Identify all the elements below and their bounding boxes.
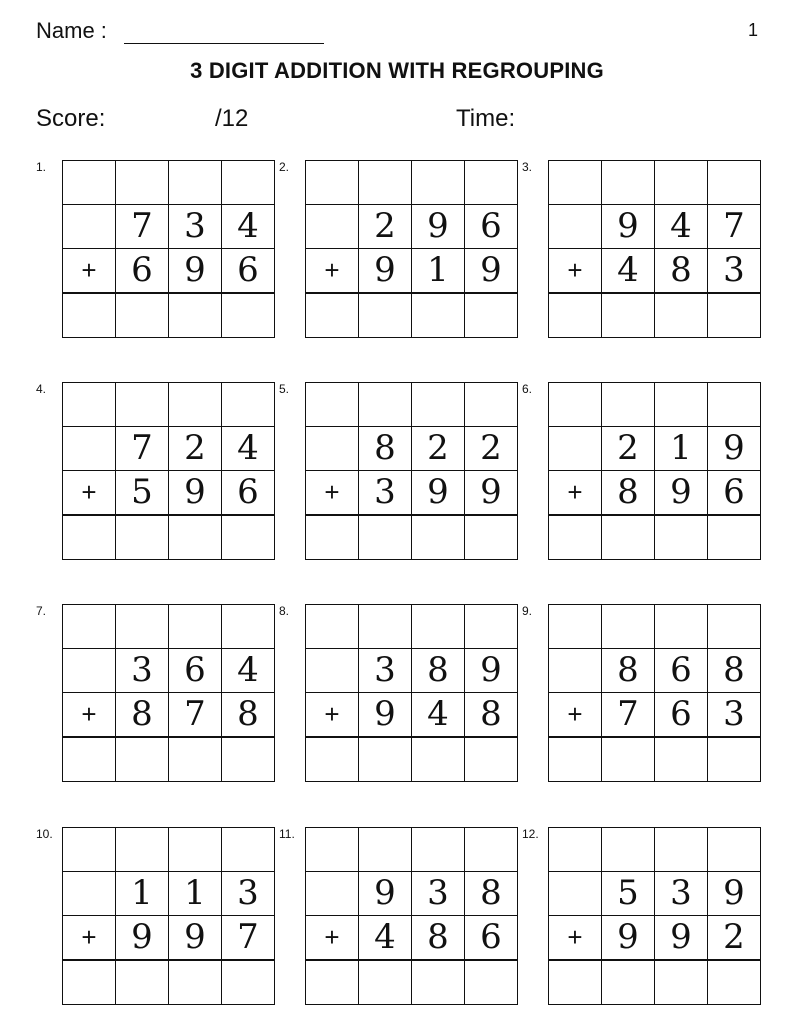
answer-cell[interactable] <box>412 293 465 338</box>
problem-6 <box>522 382 761 560</box>
digit-cell: 8 <box>359 427 412 471</box>
digit-cell: 4 <box>359 916 412 961</box>
digit-cell: 3 <box>708 249 761 294</box>
answer-cell[interactable] <box>116 737 169 782</box>
second-addend-row <box>549 249 761 294</box>
digit-cell: 4 <box>655 205 708 249</box>
digit-cell: 7 <box>708 205 761 249</box>
empty-cell <box>549 427 602 471</box>
carry-cell[interactable] <box>465 605 518 649</box>
carry-cell[interactable] <box>412 383 465 427</box>
digit-cell: 2 <box>359 205 412 249</box>
answer-row <box>63 293 275 338</box>
digit-cell: 3 <box>708 693 761 738</box>
carry-cell[interactable] <box>222 828 275 872</box>
digit-cell: 6 <box>169 649 222 693</box>
carry-cell[interactable] <box>412 161 465 205</box>
answer-cell[interactable] <box>549 737 602 782</box>
answer-row <box>306 515 518 560</box>
carry-cell[interactable] <box>306 383 359 427</box>
page-number: 1 <box>748 20 759 40</box>
answer-cell[interactable] <box>169 960 222 1005</box>
digit-cell: 2 <box>169 427 222 471</box>
carry-cell[interactable] <box>306 828 359 872</box>
plus-sign: + <box>306 471 359 516</box>
digit-cell: 8 <box>602 471 655 516</box>
problem-2 <box>279 160 518 338</box>
digit-cell: 9 <box>602 205 655 249</box>
answer-row <box>63 960 275 1005</box>
empty-cell <box>63 205 116 249</box>
answer-cell[interactable] <box>306 515 359 560</box>
carry-cell[interactable] <box>222 605 275 649</box>
carry-cell[interactable] <box>116 161 169 205</box>
carry-cell[interactable] <box>549 383 602 427</box>
carry-cell[interactable] <box>465 828 518 872</box>
addition-grid <box>548 382 761 560</box>
digit-cell: 9 <box>359 693 412 738</box>
answer-cell[interactable] <box>465 737 518 782</box>
plus-sign: + <box>549 916 602 961</box>
problem-number: 8. <box>279 604 290 618</box>
empty-cell <box>63 649 116 693</box>
second-addend-row <box>63 693 275 738</box>
digit-cell: 9 <box>412 471 465 516</box>
first-addend-row <box>63 205 275 249</box>
problem-number: 11. <box>279 827 295 841</box>
answer-row <box>306 960 518 1005</box>
second-addend-row <box>306 916 518 961</box>
digit-cell: 9 <box>169 471 222 516</box>
digit-cell: 8 <box>222 693 275 738</box>
answer-row <box>63 737 275 782</box>
empty-cell <box>549 872 602 916</box>
plus-sign: + <box>63 471 116 516</box>
digit-cell: 9 <box>412 205 465 249</box>
carry-cell[interactable] <box>655 383 708 427</box>
digit-cell: 6 <box>465 916 518 961</box>
addition-grid <box>62 382 275 560</box>
answer-cell[interactable] <box>465 960 518 1005</box>
answer-cell[interactable] <box>708 515 761 560</box>
answer-cell[interactable] <box>222 515 275 560</box>
score-total: /12 <box>215 105 249 132</box>
answer-row <box>63 515 275 560</box>
first-addend-row <box>306 205 518 249</box>
answer-cell[interactable] <box>359 515 412 560</box>
answer-row <box>549 737 761 782</box>
empty-cell <box>63 427 116 471</box>
problem-5 <box>279 382 518 560</box>
problem-number: 9. <box>522 604 533 618</box>
carry-cell[interactable] <box>116 383 169 427</box>
answer-row <box>549 293 761 338</box>
problem-8 <box>279 604 518 782</box>
digit-cell: 8 <box>708 649 761 693</box>
problem-number: 2. <box>279 160 290 174</box>
first-addend-row <box>549 649 761 693</box>
first-addend-row <box>549 205 761 249</box>
carry-cell[interactable] <box>222 161 275 205</box>
carry-row <box>306 605 518 649</box>
plus-sign: + <box>63 249 116 294</box>
answer-cell[interactable] <box>116 515 169 560</box>
carry-cell[interactable] <box>549 161 602 205</box>
carry-row <box>306 383 518 427</box>
addition-grid <box>305 604 518 782</box>
digit-cell: 3 <box>412 872 465 916</box>
problem-11 <box>279 827 518 1005</box>
answer-cell[interactable] <box>655 960 708 1005</box>
carry-cell[interactable] <box>465 383 518 427</box>
problem-3 <box>522 160 761 338</box>
answer-cell[interactable] <box>169 293 222 338</box>
digit-cell: 7 <box>169 693 222 738</box>
second-addend-row <box>549 916 761 961</box>
digit-cell: 7 <box>602 693 655 738</box>
answer-cell[interactable] <box>549 515 602 560</box>
problem-number: 12. <box>522 827 539 841</box>
problem-number: 3. <box>522 160 533 174</box>
answer-cell[interactable] <box>359 737 412 782</box>
carry-cell[interactable] <box>63 605 116 649</box>
plus-sign: + <box>549 249 602 294</box>
carry-cell[interactable] <box>602 828 655 872</box>
answer-row <box>549 960 761 1005</box>
digit-cell: 1 <box>169 872 222 916</box>
digit-cell: 3 <box>116 649 169 693</box>
digit-cell: 7 <box>116 205 169 249</box>
answer-cell[interactable] <box>708 293 761 338</box>
second-addend-row <box>306 693 518 738</box>
answer-cell[interactable] <box>655 737 708 782</box>
carry-cell[interactable] <box>359 161 412 205</box>
first-addend-row <box>63 872 275 916</box>
digit-cell: 9 <box>359 249 412 294</box>
carry-cell[interactable] <box>359 605 412 649</box>
digit-cell: 8 <box>412 649 465 693</box>
carry-cell[interactable] <box>359 383 412 427</box>
addition-grid <box>305 160 518 338</box>
answer-cell[interactable] <box>602 737 655 782</box>
digit-cell: 8 <box>602 649 655 693</box>
digit-cell: 6 <box>655 649 708 693</box>
answer-cell[interactable] <box>465 293 518 338</box>
problem-number: 7. <box>36 604 47 618</box>
plus-sign: + <box>306 693 359 738</box>
digit-cell: 1 <box>116 872 169 916</box>
carry-cell[interactable] <box>116 605 169 649</box>
digit-cell: 9 <box>708 872 761 916</box>
carry-cell[interactable] <box>63 383 116 427</box>
answer-cell[interactable] <box>222 293 275 338</box>
digit-cell: 3 <box>222 872 275 916</box>
answer-cell[interactable] <box>306 960 359 1005</box>
answer-cell[interactable] <box>549 293 602 338</box>
digit-cell: 9 <box>359 872 412 916</box>
digit-cell: 1 <box>655 427 708 471</box>
second-addend-row <box>63 916 275 961</box>
digit-cell: 4 <box>222 649 275 693</box>
answer-cell[interactable] <box>169 737 222 782</box>
digit-cell: 9 <box>602 916 655 961</box>
first-addend-row <box>306 649 518 693</box>
digit-cell: 5 <box>602 872 655 916</box>
digit-cell: 4 <box>412 693 465 738</box>
carry-row <box>549 828 761 872</box>
carry-cell[interactable] <box>655 828 708 872</box>
carry-cell[interactable] <box>412 828 465 872</box>
answer-cell[interactable] <box>306 737 359 782</box>
name-label: Name : <box>36 18 107 43</box>
digit-cell: 3 <box>655 872 708 916</box>
addition-grid <box>548 160 761 338</box>
answer-cell[interactable] <box>655 515 708 560</box>
carry-cell[interactable] <box>602 383 655 427</box>
digit-cell: 2 <box>708 916 761 961</box>
digit-cell: 9 <box>655 471 708 516</box>
carry-cell[interactable] <box>602 605 655 649</box>
carry-cell[interactable] <box>549 605 602 649</box>
problem-7 <box>36 604 275 782</box>
answer-cell[interactable] <box>63 293 116 338</box>
carry-row <box>549 383 761 427</box>
answer-cell[interactable] <box>602 293 655 338</box>
digit-cell: 8 <box>655 249 708 294</box>
answer-row <box>306 293 518 338</box>
name-blank-line[interactable] <box>124 43 324 44</box>
addition-grid <box>305 382 518 560</box>
empty-cell <box>63 872 116 916</box>
digit-cell: 6 <box>116 249 169 294</box>
digit-cell: 3 <box>359 649 412 693</box>
carry-cell[interactable] <box>169 828 222 872</box>
carry-cell[interactable] <box>116 828 169 872</box>
answer-cell[interactable] <box>169 515 222 560</box>
first-addend-row <box>63 649 275 693</box>
answer-cell[interactable] <box>116 960 169 1005</box>
digit-cell: 9 <box>708 427 761 471</box>
digit-cell: 9 <box>169 916 222 961</box>
digit-cell: 6 <box>708 471 761 516</box>
carry-cell[interactable] <box>708 161 761 205</box>
second-addend-row <box>63 249 275 294</box>
addition-grid <box>548 604 761 782</box>
problem-number: 1. <box>36 160 47 174</box>
answer-cell[interactable] <box>306 293 359 338</box>
digit-cell: 9 <box>465 649 518 693</box>
worksheet-title: 3 DIGIT ADDITION WITH REGROUPING <box>190 58 604 83</box>
digit-cell: 6 <box>465 205 518 249</box>
answer-cell[interactable] <box>222 960 275 1005</box>
carry-cell[interactable] <box>306 605 359 649</box>
plus-sign: + <box>549 471 602 516</box>
plus-sign: + <box>63 916 116 961</box>
answer-cell[interactable] <box>359 293 412 338</box>
answer-cell[interactable] <box>549 960 602 1005</box>
digit-cell: 8 <box>465 693 518 738</box>
problem-12 <box>522 827 761 1005</box>
addition-grid <box>62 160 275 338</box>
digit-cell: 9 <box>465 471 518 516</box>
problem-4 <box>36 382 275 560</box>
empty-cell <box>549 649 602 693</box>
digit-cell: 6 <box>222 471 275 516</box>
answer-cell[interactable] <box>655 293 708 338</box>
first-addend-row <box>549 872 761 916</box>
carry-cell[interactable] <box>655 605 708 649</box>
second-addend-row <box>549 471 761 516</box>
answer-cell[interactable] <box>602 515 655 560</box>
carry-row <box>63 383 275 427</box>
empty-cell <box>306 205 359 249</box>
carry-cell[interactable] <box>63 161 116 205</box>
first-addend-row <box>306 427 518 471</box>
carry-cell[interactable] <box>549 828 602 872</box>
answer-cell[interactable] <box>412 515 465 560</box>
addition-grid <box>305 827 518 1005</box>
carry-cell[interactable] <box>359 828 412 872</box>
digit-cell: 6 <box>222 249 275 294</box>
answer-cell[interactable] <box>465 515 518 560</box>
digit-cell: 4 <box>222 205 275 249</box>
answer-cell[interactable] <box>708 960 761 1005</box>
digit-cell: 5 <box>116 471 169 516</box>
answer-cell[interactable] <box>412 960 465 1005</box>
digit-cell: 2 <box>465 427 518 471</box>
answer-cell[interactable] <box>63 960 116 1005</box>
second-addend-row <box>63 471 275 516</box>
carry-cell[interactable] <box>412 605 465 649</box>
carry-row <box>63 828 275 872</box>
carry-cell[interactable] <box>169 383 222 427</box>
digit-cell: 7 <box>222 916 275 961</box>
digit-cell: 1 <box>412 249 465 294</box>
problem-10 <box>36 827 275 1005</box>
carry-row <box>549 605 761 649</box>
plus-sign: + <box>549 693 602 738</box>
carry-cell[interactable] <box>169 605 222 649</box>
carry-cell[interactable] <box>63 828 116 872</box>
answer-cell[interactable] <box>116 293 169 338</box>
digit-cell: 8 <box>116 693 169 738</box>
problem-number: 10. <box>36 827 53 841</box>
empty-cell <box>306 872 359 916</box>
first-addend-row <box>63 427 275 471</box>
score-label: Score: <box>36 105 106 132</box>
digit-cell: 8 <box>465 872 518 916</box>
answer-row <box>306 737 518 782</box>
plus-sign: + <box>306 249 359 294</box>
carry-cell[interactable] <box>602 161 655 205</box>
carry-row <box>63 605 275 649</box>
carry-row <box>549 161 761 205</box>
plus-sign: + <box>306 916 359 961</box>
answer-cell[interactable] <box>63 515 116 560</box>
carry-row <box>306 161 518 205</box>
carry-cell[interactable] <box>708 828 761 872</box>
carry-cell[interactable] <box>169 161 222 205</box>
digit-cell: 4 <box>222 427 275 471</box>
digit-cell: 7 <box>116 427 169 471</box>
answer-cell[interactable] <box>708 737 761 782</box>
digit-cell: 3 <box>169 205 222 249</box>
digit-cell: 9 <box>116 916 169 961</box>
digit-cell: 2 <box>602 427 655 471</box>
digit-cell: 4 <box>602 249 655 294</box>
problem-number: 5. <box>279 382 290 396</box>
answer-cell[interactable] <box>222 737 275 782</box>
digit-cell: 8 <box>412 916 465 961</box>
empty-cell <box>549 205 602 249</box>
empty-cell <box>306 427 359 471</box>
time-label: Time: <box>456 105 516 132</box>
problem-1 <box>36 160 275 338</box>
carry-cell[interactable] <box>306 161 359 205</box>
carry-row <box>63 161 275 205</box>
carry-cell[interactable] <box>708 383 761 427</box>
carry-cell[interactable] <box>708 605 761 649</box>
digit-cell: 9 <box>655 916 708 961</box>
digit-cell: 6 <box>655 693 708 738</box>
answer-cell[interactable] <box>359 960 412 1005</box>
problem-number: 6. <box>522 382 533 396</box>
second-addend-row <box>549 693 761 738</box>
plus-sign: + <box>63 693 116 738</box>
problem-number: 4. <box>36 382 47 396</box>
answer-cell[interactable] <box>412 737 465 782</box>
first-addend-row <box>306 872 518 916</box>
answer-cell[interactable] <box>602 960 655 1005</box>
addition-grid <box>62 604 275 782</box>
carry-cell[interactable] <box>465 161 518 205</box>
second-addend-row <box>306 471 518 516</box>
first-addend-row <box>549 427 761 471</box>
empty-cell <box>306 649 359 693</box>
problem-9 <box>522 604 761 782</box>
answer-cell[interactable] <box>63 737 116 782</box>
answer-row <box>549 515 761 560</box>
digit-cell: 3 <box>359 471 412 516</box>
addition-grid <box>62 827 275 1005</box>
second-addend-row <box>306 249 518 294</box>
digit-cell: 9 <box>465 249 518 294</box>
addition-grid <box>548 827 761 1005</box>
carry-cell[interactable] <box>222 383 275 427</box>
carry-cell[interactable] <box>655 161 708 205</box>
digit-cell: 2 <box>412 427 465 471</box>
digit-cell: 9 <box>169 249 222 294</box>
carry-row <box>306 828 518 872</box>
